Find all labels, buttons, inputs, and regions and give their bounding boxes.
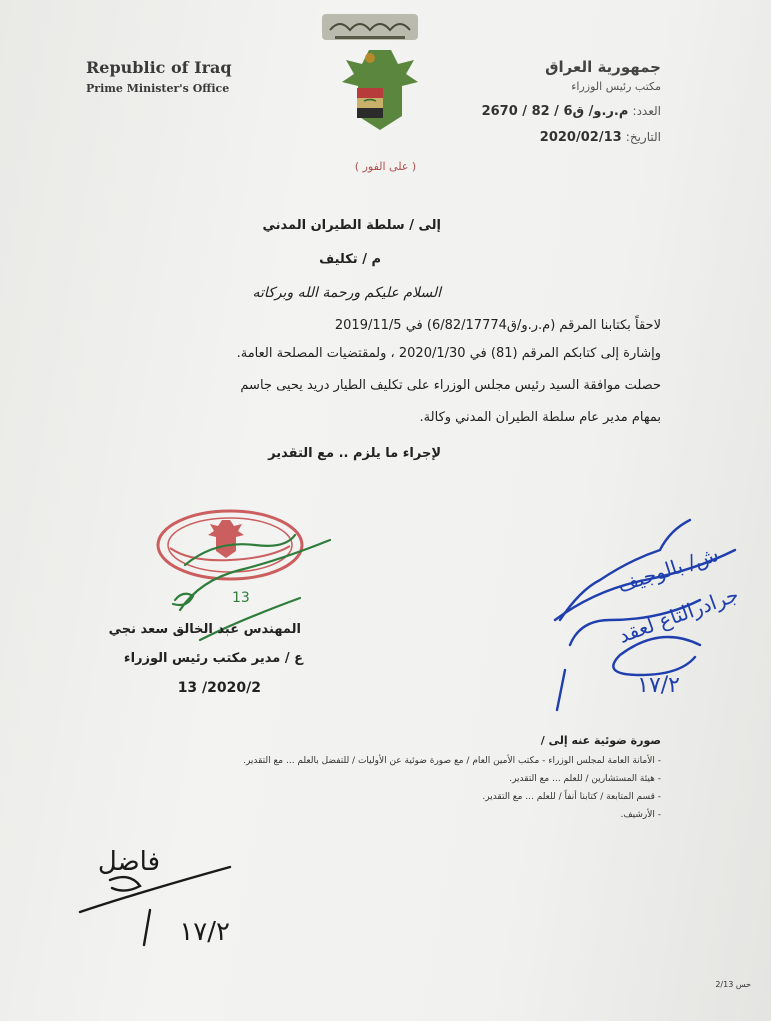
letterhead-arabic-subtitle: مكتب رئيس الوزراء — [571, 80, 661, 93]
date-label: التاريخ: — [625, 130, 661, 144]
urgency-tag: ( على الفور ) — [354, 160, 417, 173]
subject-line: م / تكليف — [319, 252, 381, 267]
footer-code: حس 2/13 — [715, 980, 751, 989]
copy-recipient-1: - الأمانة العامة لمجلس الوزراء - مكتب الأمين العام / مع صورة ضوئية عن الأوليات / للتفضل بالعلم ... مع التقدير. — [243, 756, 661, 766]
copies-heading: صورة ضوئية عنه إلى / — [540, 734, 661, 747]
copy-recipient-2: - هيئة المستشارين / للعلم ... مع التقدير. — [509, 774, 661, 784]
date-value: 2020/02/13 — [539, 130, 622, 145]
body-paragraph-2: وإشارة إلى كتابكم المرقم (81) في 2020/1/30 ، ولمقتضيات المصلحة العامة. — [236, 346, 661, 361]
copy-recipient-text: قسم المتابعة / كتابنا أنفاً / للعلم ... مع التقدير. — [482, 792, 655, 802]
copy-recipient-text: الأمانة العامة لمجلس الوزراء - مكتب الأمين العام / مع صورة ضوئية عن الأوليات / للتفضل بالعلم ... مع التقدير. — [243, 756, 655, 766]
seal-initial-mark: 13 — [232, 590, 250, 606]
letterhead-arabic-title: جمهورية العراق — [545, 58, 661, 76]
signature-date: 2020/2/ 13 — [177, 680, 261, 696]
annotation2-word: فاضل — [97, 847, 160, 877]
body-paragraph-3: حصلت موافقة السيد رئيس مجلس الوزراء على تكليف الطيار دريد يحيى جاسم — [240, 378, 661, 393]
reference-label: العدد: — [632, 104, 661, 118]
body-paragraph-1: لاحقاً بكتابنا المرقم (م.ر.و/ق6/82/17774) في 2019/11/5 — [334, 318, 661, 333]
annotation2-date: ١٧/٢ — [179, 917, 230, 947]
copy-recipient-text: هيئة المستشارين / للعلم ... مع التقدير. — [509, 774, 655, 784]
signatory-name: المهندس عبد الخالق سعد نجي — [108, 622, 301, 637]
signatory-title: ع / مدير مكتب رئيس الوزراء — [123, 651, 303, 666]
greeting-line: السلام عليكم ورحمة الله وبركاته — [252, 285, 441, 301]
annotation-line-2: جرادرالتاع لعقد — [615, 582, 742, 648]
copy-recipient-text: الأرشيف. — [620, 810, 655, 820]
annotation-date: ١٧/٢ — [637, 673, 680, 698]
closing-line: لإجراء ما يلزم .. مع التقدير — [268, 446, 441, 461]
letterhead-english-title: Republic of Iraq — [86, 58, 232, 77]
annotation-line-1: ش/ بالوجيف — [614, 541, 722, 598]
recipient-line: إلى / سلطة الطيران المدني — [262, 218, 441, 233]
reference-value: م.ر.و/ ق6 / 82 / 2670 — [481, 104, 629, 119]
body-paragraph-4: بمهام مدير عام سلطة الطيران المدني وكالة. — [419, 410, 661, 425]
letterhead-english-subtitle: Prime Minister's Office — [86, 82, 230, 95]
copy-recipient-4: - الأرشيف. — [620, 810, 661, 820]
copy-recipient-3: - قسم المتابعة / كتابنا أنفاً / للعلم ... مع التقدير. — [482, 792, 661, 802]
